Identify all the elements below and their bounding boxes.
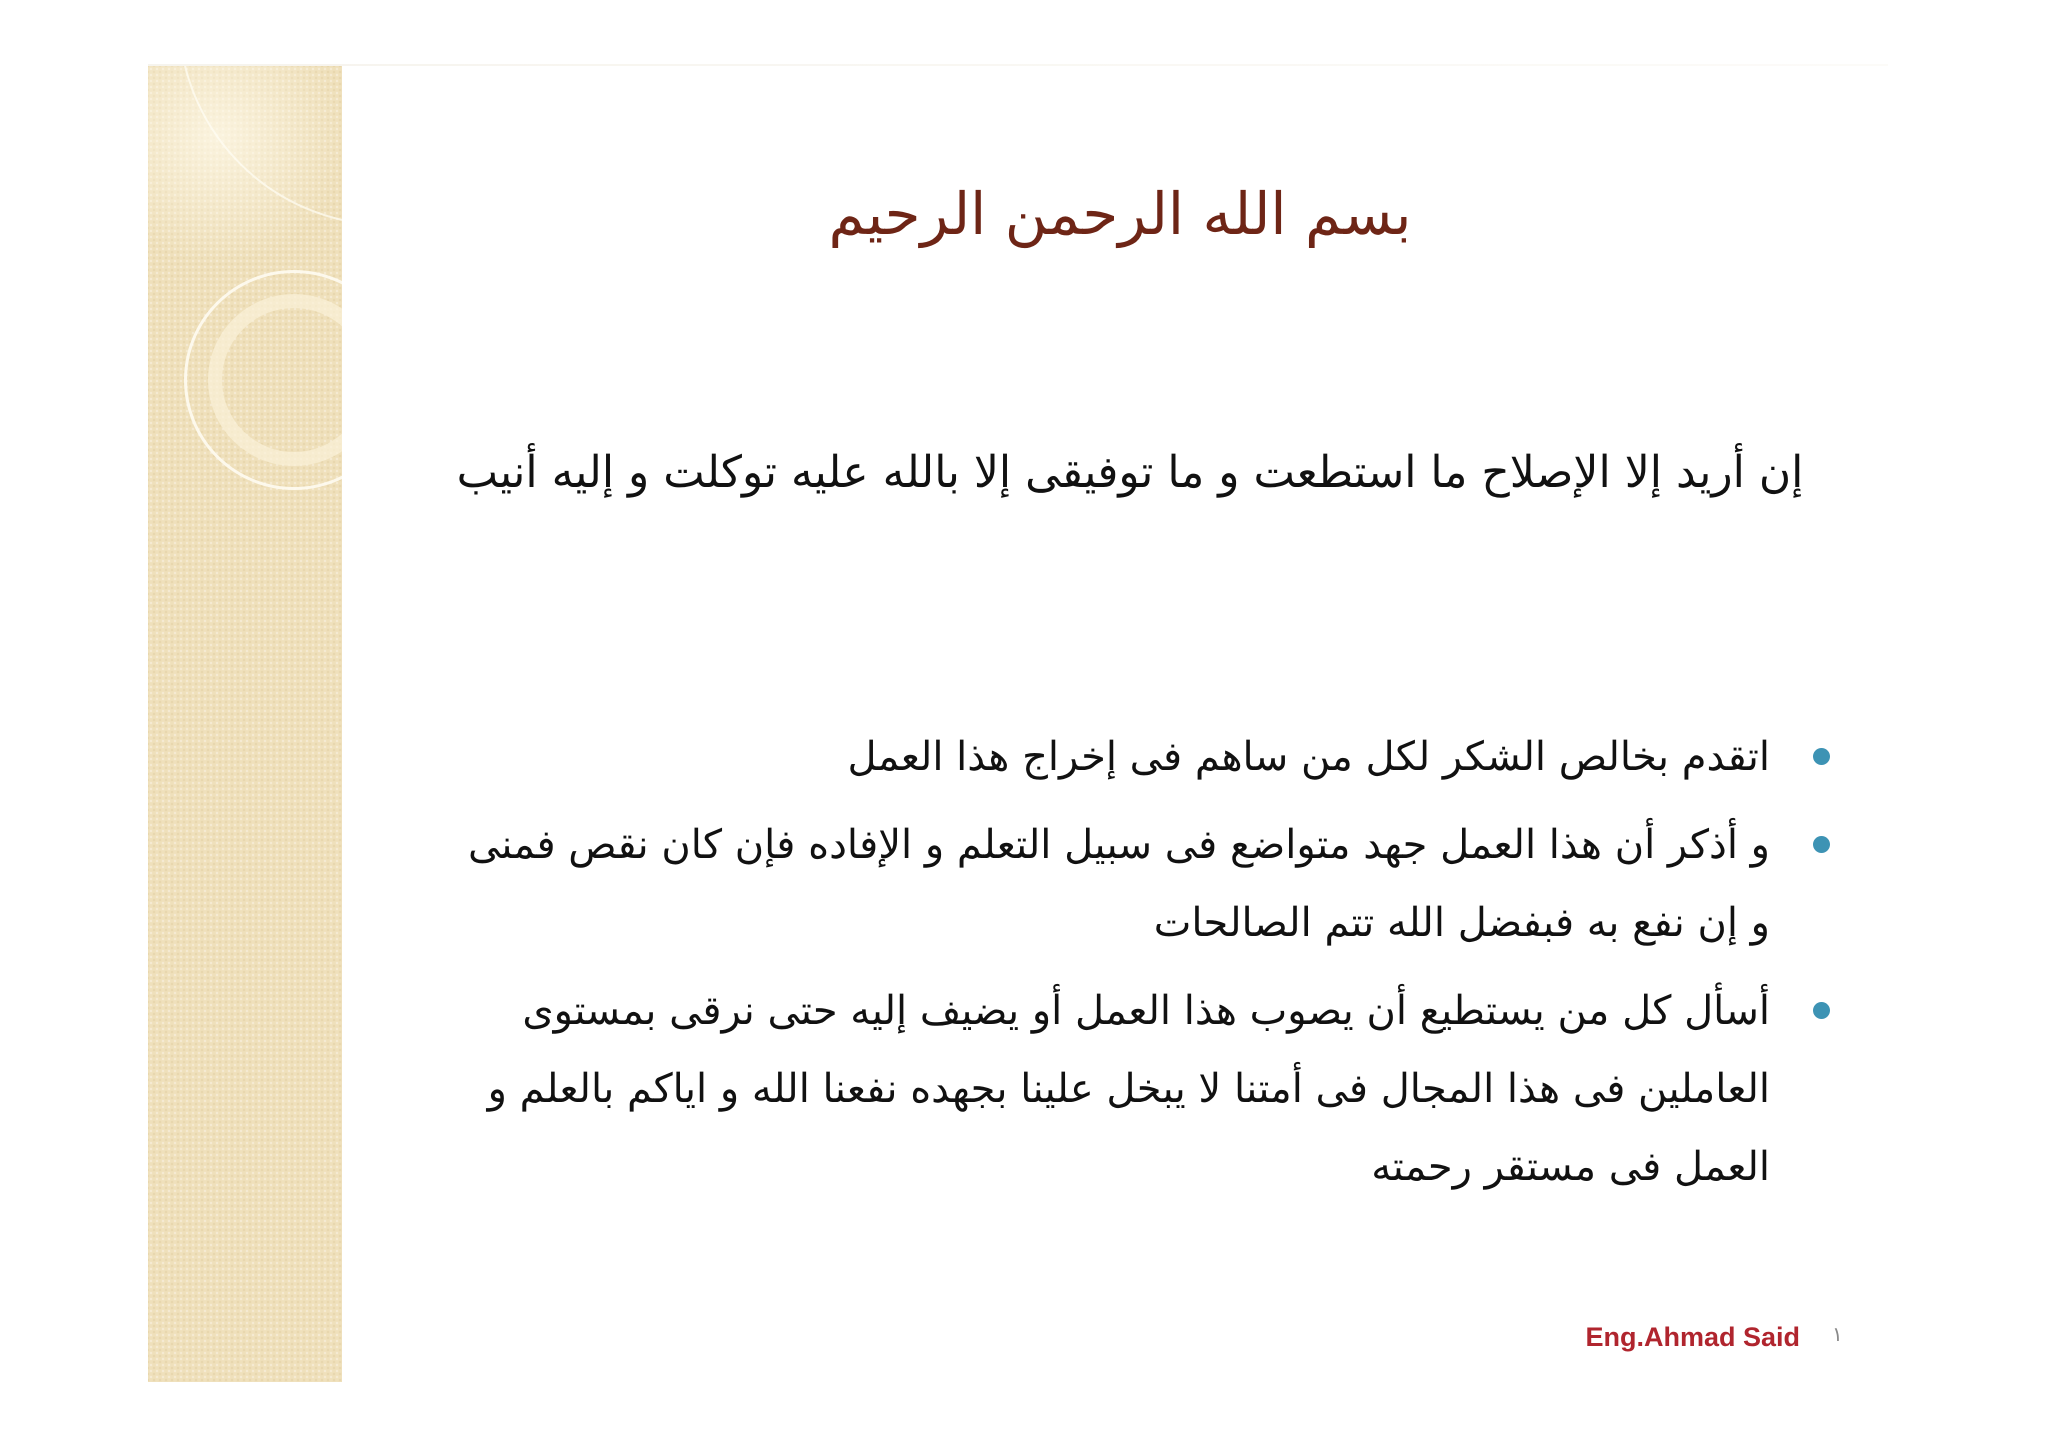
page-number: ١ (1832, 1322, 1843, 1346)
bullet-list (450, 718, 1850, 1216)
bullet-text: أسأل كل من يستطيع أن يصوب هذا العمل أو يضيف إليه حتى نرقى بمستوى العاملين فى هذا المجال فى أمتنا لا يبخل علينا بجهده نفعنا الله و اياكم بالعلم و العمل فى مستقر رحمته (487, 988, 1770, 1190)
footer-author: Eng.Ahmad Said (1585, 1322, 1800, 1352)
round-bullet-icon (1813, 748, 1830, 765)
list-item (450, 806, 1850, 962)
list-item (450, 718, 1850, 796)
slide-title: بسم الله الرحمن الرحيم (828, 180, 1412, 248)
decorative-side-band (148, 66, 342, 1382)
round-bullet-icon (1813, 836, 1830, 853)
list-item (450, 972, 1850, 1206)
quran-verse: إن أريد إلا الإصلاح ما استطعت و ما توفيقى إلا بالله عليه توكلت و إليه أنيب (456, 447, 1804, 498)
top-divider (148, 64, 1888, 66)
round-bullet-icon (1813, 1002, 1830, 1019)
bullet-text: اتقدم بخالص الشكر لكل من ساهم فى إخراج هذا العمل (847, 734, 1770, 780)
bullet-text: و أذكر أن هذا العمل جهد متواضع فى سبيل التعلم و الإفاده فإن كان نقص فمنى و إن نفع به فبفضل الله تتم الصالحات (467, 822, 1770, 946)
